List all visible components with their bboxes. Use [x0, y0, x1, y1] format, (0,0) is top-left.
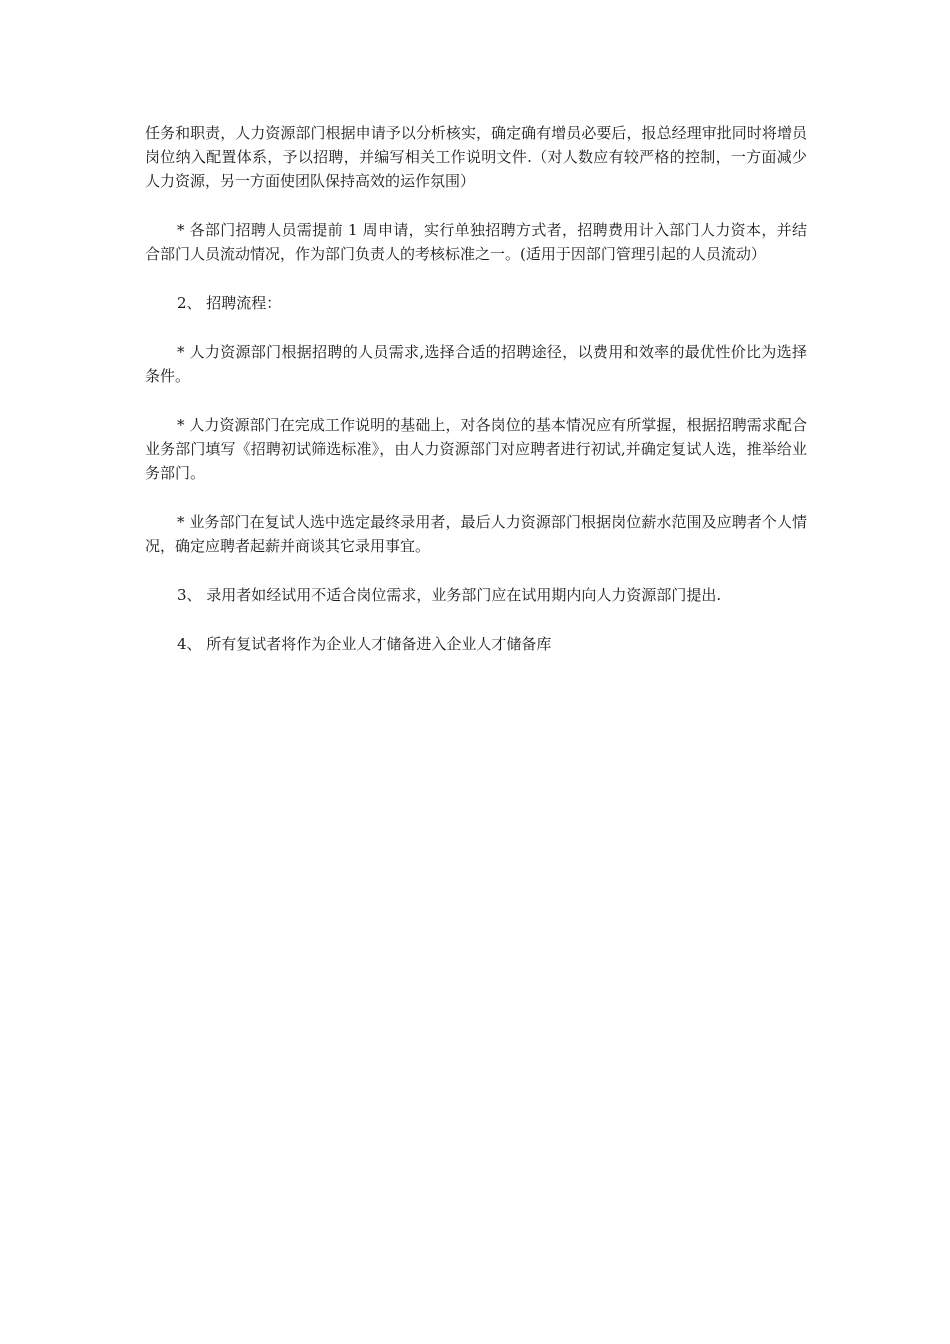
paragraph-initial-screening: * 人力资源部门在完成工作说明的基础上，对各岗位的基本情况应有所掌握，根据招聘需求配合业务部门填写《招聘初试筛选标准》，由人力资源部门对应聘者进行初试,并确定复试人选，推举给业务部门。: [145, 416, 807, 482]
document-body: [145, 121, 807, 681]
paragraph-department-application: * 各部门招聘人员需提前 1 周申请，实行单独招聘方式者，招聘费用计入部门人力资本，并结合部门人员流动情况，作为部门负责人的考核标准之一。(适用于因部门管理引起的人员流动）: [145, 221, 807, 263]
paragraph-duties-approval: 任务和职责，人力资源部门根据申请予以分析核实，确定确有增员必要后，报总经理审批同时将增员岗位纳入配置体系，予以招聘，并编写相关工作说明文件.（对人数应有较严格的控制，一方面减少人力资源，另一方面使团队保持高效的运作氛围）: [145, 124, 807, 190]
paragraph-channel-selection: * 人力资源部门根据招聘的人员需求,选择合适的招聘途径，以费用和效率的最优性价比为选择条件。: [145, 343, 807, 385]
paragraph-talent-pool: 4、 所有复试者将作为企业人才储备进入企业人才储备库: [177, 635, 552, 653]
section-heading-recruitment-process: 2、 招聘流程：: [177, 294, 282, 312]
paragraph-final-selection: * 业务部门在复试人选中选定最终录用者，最后人力资源部门根据岗位薪水范围及应聘者个人情况，确定应聘者起薪并商谈其它录用事宜。: [145, 513, 807, 555]
paragraph-probation-mismatch: 3、 录用者如经试用不适合岗位需求，业务部门应在试用期内向人力资源部门提出.: [177, 586, 722, 604]
